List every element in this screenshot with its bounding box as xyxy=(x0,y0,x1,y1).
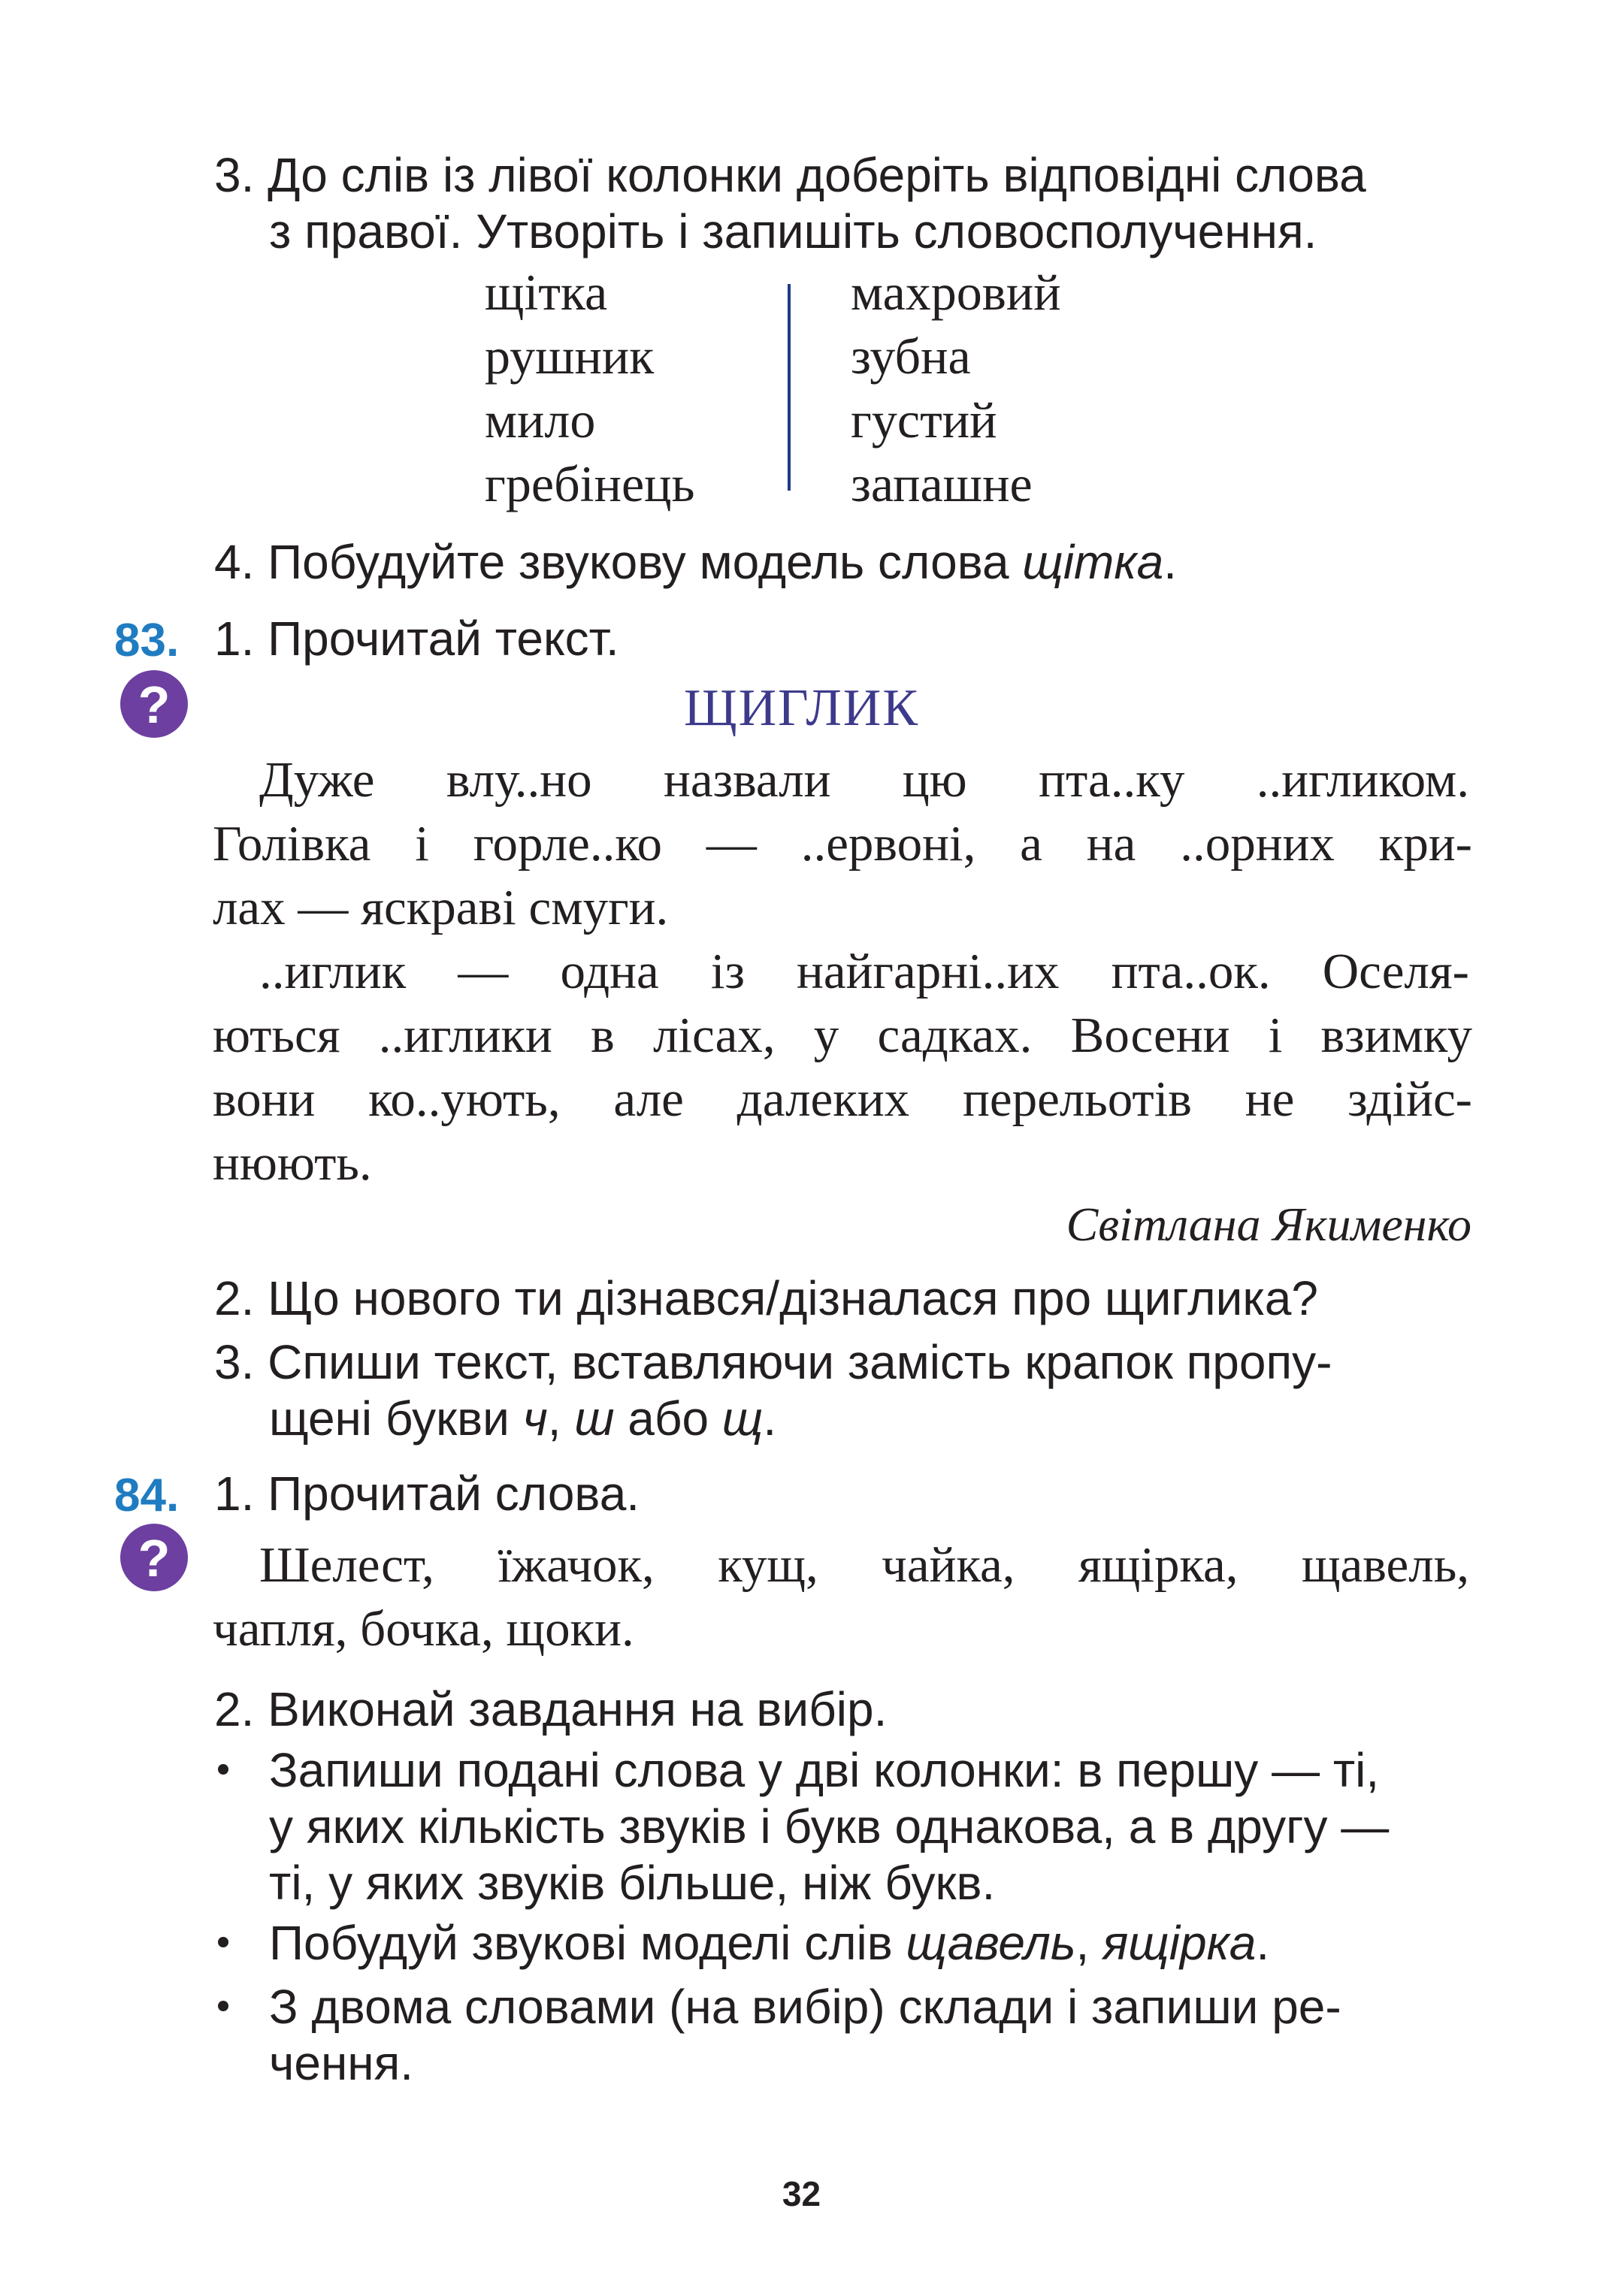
bullet-icon xyxy=(218,1937,228,1947)
item-marker: 4. xyxy=(214,535,255,589)
bullet-text: у яких кількість звуків і букв однакова, а в другу — xyxy=(269,1799,1390,1853)
author: Світлана Якименко xyxy=(1066,1198,1471,1251)
task-number: 84. xyxy=(114,1470,180,1521)
item-text: Побудуйте звукову модель слова xyxy=(268,535,1023,589)
task-item-3-line2: з правої. Утворіть і запишіть словосполучення. xyxy=(269,204,1317,258)
bullet-text: Запиши подані слова у дві колонки: в першу — ті, xyxy=(269,1743,1380,1797)
letter: ч xyxy=(522,1391,548,1446)
story-line: нюють. xyxy=(213,1135,372,1191)
task-item-1: 1. Прочитай текст. xyxy=(214,612,619,666)
letter: ш xyxy=(574,1391,615,1446)
item-text: Побудуй звукові моделі слів xyxy=(269,1916,906,1970)
separator: , xyxy=(547,1391,575,1446)
right-word: махровий xyxy=(851,264,1061,321)
story-line: ..иглик — одна із найгарні..их пта..ок. Оселя- xyxy=(259,944,1469,999)
task-item-2: 2. Що нового ти дізнався/дізналася про щиглика? xyxy=(214,1271,1318,1325)
story-line: ються ..иглики в лісах, у садках. Восени і взимку xyxy=(213,1008,1472,1063)
bullet-text xyxy=(269,1914,1269,1971)
bullet-text: З двома словами (на вибір) склади і запиши ре- xyxy=(269,1980,1341,2034)
left-word: рушник xyxy=(485,328,655,385)
column-divider xyxy=(788,284,791,491)
story-line: Дуже влу..но назвали цю пта..ку ..игликом. xyxy=(259,752,1469,808)
left-word: гребінець xyxy=(485,455,695,512)
task-number: 83. xyxy=(114,615,180,666)
item-word: ящірка xyxy=(1102,1916,1257,1970)
bullet-icon xyxy=(218,2001,228,2011)
item-end: . xyxy=(763,1391,777,1446)
word-list-line: Шелест, їжачок, кущ, чайка, ящірка, щавель, xyxy=(259,1537,1469,1593)
item-end: . xyxy=(1256,1916,1270,1970)
task-item-4 xyxy=(214,533,1177,591)
story-title: ЩИГЛИК xyxy=(683,679,920,737)
left-word: щітка xyxy=(485,264,608,321)
task-item-3 xyxy=(214,147,1366,204)
item-word: щавель xyxy=(906,1916,1076,1970)
item-text: Спиши текст, вставляючи замість крапок пропу- xyxy=(268,1335,1332,1389)
right-word: густий xyxy=(851,391,997,449)
word-list-line: чапля, бочка, щоки. xyxy=(213,1601,634,1657)
letter: щ xyxy=(721,1391,764,1446)
item-marker: 3. xyxy=(214,148,255,202)
bullet-text: ті, у яких звуків більше, ніж букв. xyxy=(269,1856,996,1910)
question-icon: ? xyxy=(120,1524,188,1591)
right-word: запашне xyxy=(851,455,1033,512)
story-line: лах — яскраві смуги. xyxy=(213,880,669,935)
separator: , xyxy=(1075,1916,1103,1970)
left-word: мило xyxy=(485,391,596,449)
task-item-1: 1. Прочитай слова. xyxy=(214,1467,640,1521)
task-item-3-line2 xyxy=(269,1390,776,1447)
item-marker: 3. xyxy=(214,1335,255,1389)
conjunction: або xyxy=(614,1391,722,1446)
bullet-icon xyxy=(218,1764,228,1775)
page-number: 32 xyxy=(782,2174,821,2213)
right-word: зубна xyxy=(851,328,971,385)
story-line: Голівка і горле..ко — ..ервоні, а на ..орних кри- xyxy=(213,816,1472,872)
item-text: До слів із лівої колонки доберіть відповідні слова xyxy=(268,148,1366,202)
task-item-2: 2. Виконай завдання на вибір. xyxy=(214,1682,888,1736)
bullet-text: чення. xyxy=(269,2036,414,2090)
story-line: вони ко..ують, але далеких перельотів не здійс- xyxy=(213,1071,1472,1127)
item-text: щені букви xyxy=(269,1391,523,1446)
task-item-3 xyxy=(214,1334,1332,1391)
item-word: щітка xyxy=(1022,535,1164,589)
question-icon: ? xyxy=(120,670,188,738)
item-end: . xyxy=(1163,535,1177,589)
